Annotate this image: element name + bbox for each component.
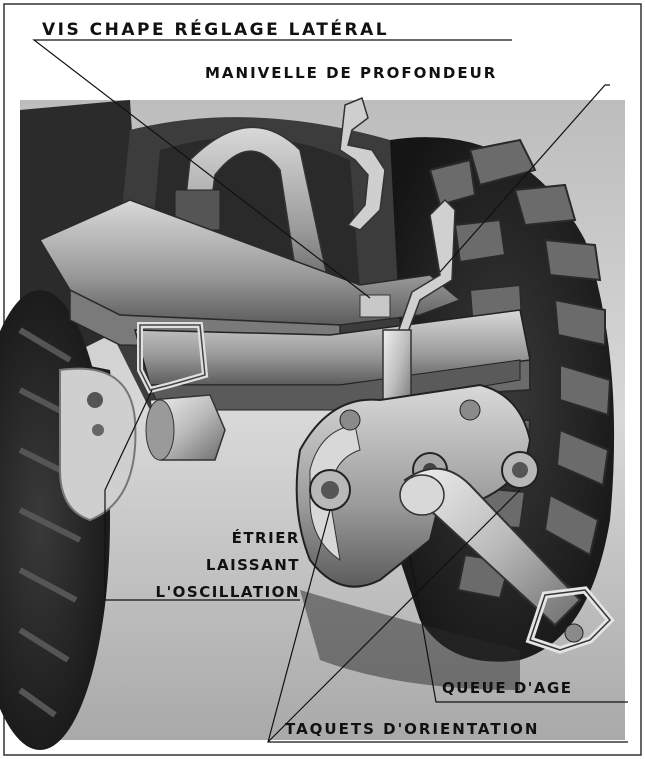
label-etrier-line-2: LAISSANT xyxy=(205,556,300,574)
label-etrier-line-1: ÉTRIER xyxy=(231,529,300,547)
label-taquets: TAQUETS D'ORIENTATION xyxy=(285,720,540,738)
label-etrier-line-3: L'OSCILLATION xyxy=(155,583,300,601)
label-vis-chape: VIS CHAPE RÉGLAGE LATÉRAL xyxy=(42,20,390,40)
label-queue-d-age: QUEUE D'AGE xyxy=(442,679,573,697)
photo-area xyxy=(0,98,625,750)
label-manivelle: MANIVELLE DE PROFONDEUR xyxy=(205,64,498,82)
label-etrier xyxy=(118,525,300,606)
